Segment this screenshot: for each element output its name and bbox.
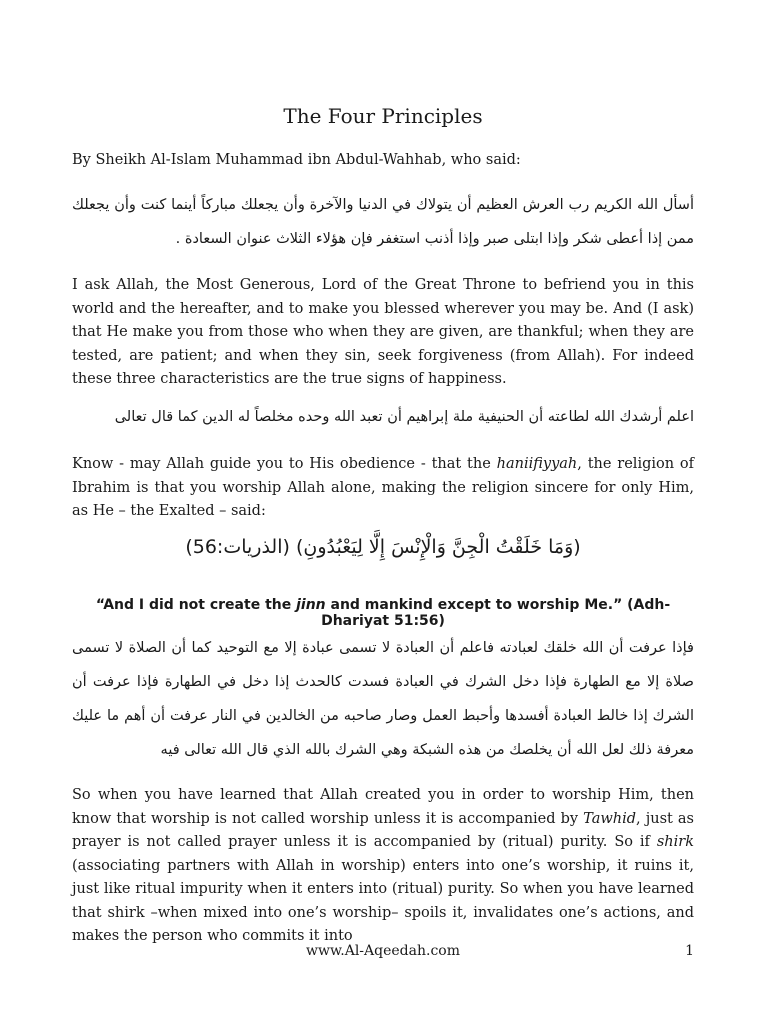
text-span: So when you have learned that Allah created you in order to worship Him, then know that worship is not called worship unless it is accompanied by (72, 787, 694, 827)
arabic-paragraph-3: فإذا عرفت أن الله خلقك لعبادته فاعلم أن العبادة لا تسمى عبادة إلا مع التوحيد كما أن الصلاة لا تسمى صلاة إلا مع الطهارة فإذا دخل الشرك في العبادة فسدت كالحدث إذا دخل في الطهارة فإذا عرفت أن الشرك إذا خالط العبادة أفسدها وأحبط العمل وصار صاحبه من الخالدين في النار عرفت أن أهم ما عليك معرفة ذلك لعل الله أن يخلصك من هذه الشبكة وهي الشرك بالله الذي قال الله تعالى فيه (72, 640, 694, 758)
italic-term: Tawhid (583, 810, 637, 827)
page-number: 1 (685, 943, 694, 959)
english-paragraph-1: I ask Allah, the Most Generous, Lord of the Great Throne to befriend you in this world and the hereafter, and to make you blessed wherever you may be. And (I ask) that He make you from those who when they are given, are thankful; when they are tested, are patient; and when they sin, seek forgiveness (from Allah). For indeed these three characteristics are the true signs of happiness. (72, 277, 694, 387)
verse-translation (72, 597, 694, 629)
document-page (72, 0, 694, 1024)
text-span: “And I did not create the (95, 597, 297, 613)
text-span: Know - may Allah guide you to His obedience - that the (72, 456, 497, 472)
text-span: , just as prayer is not called prayer unless it is accompanied by (ritual) purity. So if (72, 810, 694, 850)
text-span: and mankind except to worship Me.” (Adh-Dhariyat 51:56) (321, 597, 671, 629)
text-span: , the religion of Ibrahim is that you worship Allah alone, making the religion sincere for only Him, as He – the Exalted – said: (72, 456, 694, 519)
english-paragraph-3 (72, 784, 694, 949)
byline: By Sheikh Al-Islam Muhammad ibn Abdul-Wahhab, who said: (72, 152, 521, 168)
page-footer (72, 943, 694, 959)
quran-verse: (وَمَا خَلَقْتُ الْجِنَّ وَالْإِنْسَ إِلَّا لِيَعْبُدُونِ) (الذريات:56) (185, 536, 581, 558)
document-title: The Four Principles (283, 104, 483, 128)
footer-url[interactable]: www.Al-Aqeedah.com (305, 943, 461, 959)
italic-term: shirk (656, 834, 694, 850)
arabic-paragraph-2: اعلم أرشدك الله لطاعته أن الحنيفية ملة إبراهيم أن تعبد الله وحده مخلصاً له الدين كما قال تعالى (114, 409, 694, 425)
text-span: (associating partners with Allah in worship) enters into one’s worship, it ruins it, just like ritual impurity when it enters into (ritual) purity. So when you have learned that shirk –when mixed into one’s worship– spoils it, invalidates one’s actions, and makes the person who commits it into (72, 857, 694, 944)
italic-term: jinn (296, 597, 326, 613)
english-paragraph-2 (72, 453, 694, 524)
arabic-paragraph-1: أسأل الله الكريم رب العرش العظيم أن يتولاك في الدنيا والآخرة وأن يجعلك مباركاً أينما كنت وأن يجعلك ممن إذا أعطى شكر وإذا ابتلى صبر وإذا أذنب استغفر فإن هؤلاء الثلاث عنوان السعادة . (72, 197, 694, 247)
italic-term: haniifiyyah (496, 456, 578, 472)
